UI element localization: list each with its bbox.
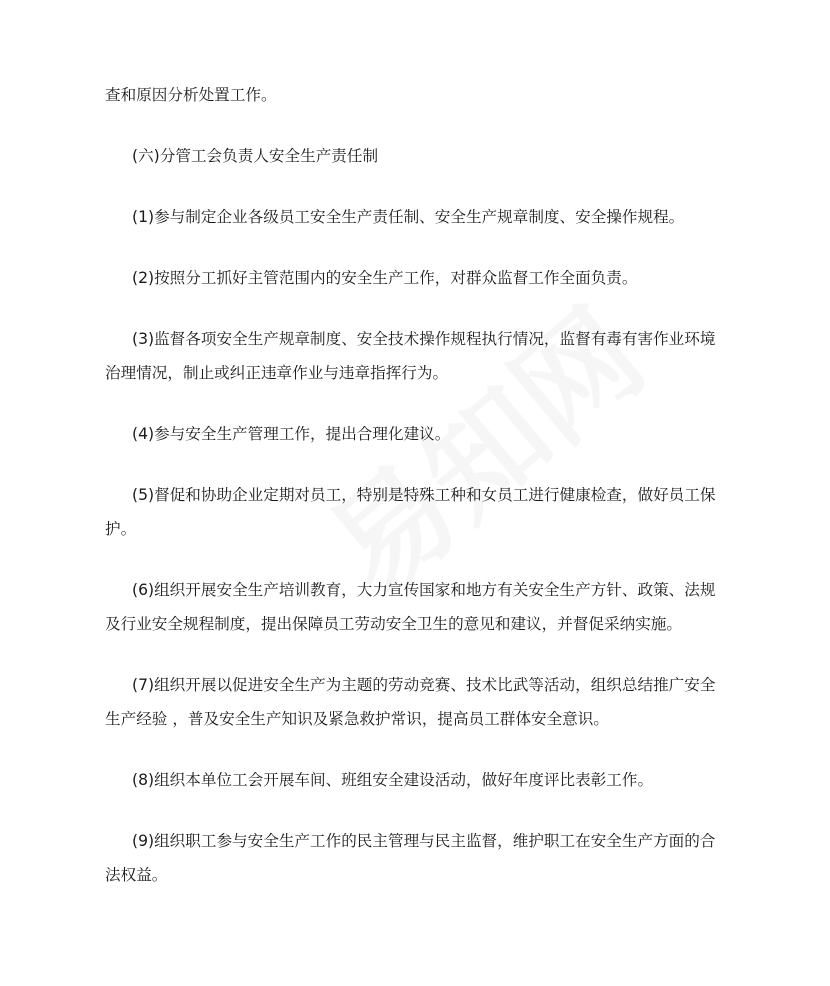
text-line: (1)参与制定企业各级员工安全生产责任制、安全生产规章制度、安全操作规程。: [132, 208, 685, 226]
text-line: 生产经验 ，普及安全生产知识及紧急救护常识，提高员工群体安全意识。: [105, 710, 609, 728]
paragraph: [105, 824, 739, 892]
text-line: (9)组织职工参与安全生产工作的民主管理与民主监督，维护职工在安全生产方面的合: [132, 832, 716, 850]
text-line: 查和原因分析处置工作。: [105, 86, 277, 104]
text-line: (3)监督各项安全生产规章制度、安全技术操作规程执行情况，监督有毒有害作业环境: [132, 330, 716, 348]
paragraph: [105, 573, 739, 641]
text-line: 治理情况，制止或纠正违章作业与违章指挥行为。: [105, 364, 449, 382]
paragraph: [105, 200, 739, 234]
paragraph: [105, 261, 739, 295]
text-line: (4)参与安全生产管理工作，提出合理化建议。: [132, 425, 451, 443]
text-line: 法权益。: [105, 866, 168, 884]
text-line: (2)按照分工抓好主管范围内的安全生产工作，对群众监督工作全面负责。: [132, 269, 638, 287]
text-line: 护。: [105, 520, 137, 538]
paragraph: [105, 478, 739, 546]
text-line: (六)分管工会负责人安全生产责任制: [132, 147, 379, 165]
text-line: (5)督促和协助企业定期对员工，特别是特殊工种和女员工进行健康检查，做好员工保: [132, 486, 716, 504]
paragraph: [105, 139, 739, 173]
text-line: (6)组织开展安全生产培训教育，大力宣传国家和地方有关安全生产方针、政策、法规: [132, 581, 716, 599]
paragraph: [105, 78, 739, 112]
text-line: (8)组织本单位工会开展车间、班组安全建设活动，做好年度评比表彰工作。: [132, 771, 654, 789]
paragraph: [105, 668, 739, 736]
paragraph: [105, 417, 739, 451]
paragraph: [105, 763, 739, 797]
text-line: (7)组织开展以促进安全生产为主题的劳动竞赛、技术比武等活动，组织总结推广安全: [132, 676, 716, 694]
document-page: [105, 78, 739, 919]
paragraph: [105, 322, 739, 390]
text-line: 及行业安全规程制度，提出保障员工劳动安全卫生的意见和建议，并督促采纳实施。: [105, 615, 682, 633]
